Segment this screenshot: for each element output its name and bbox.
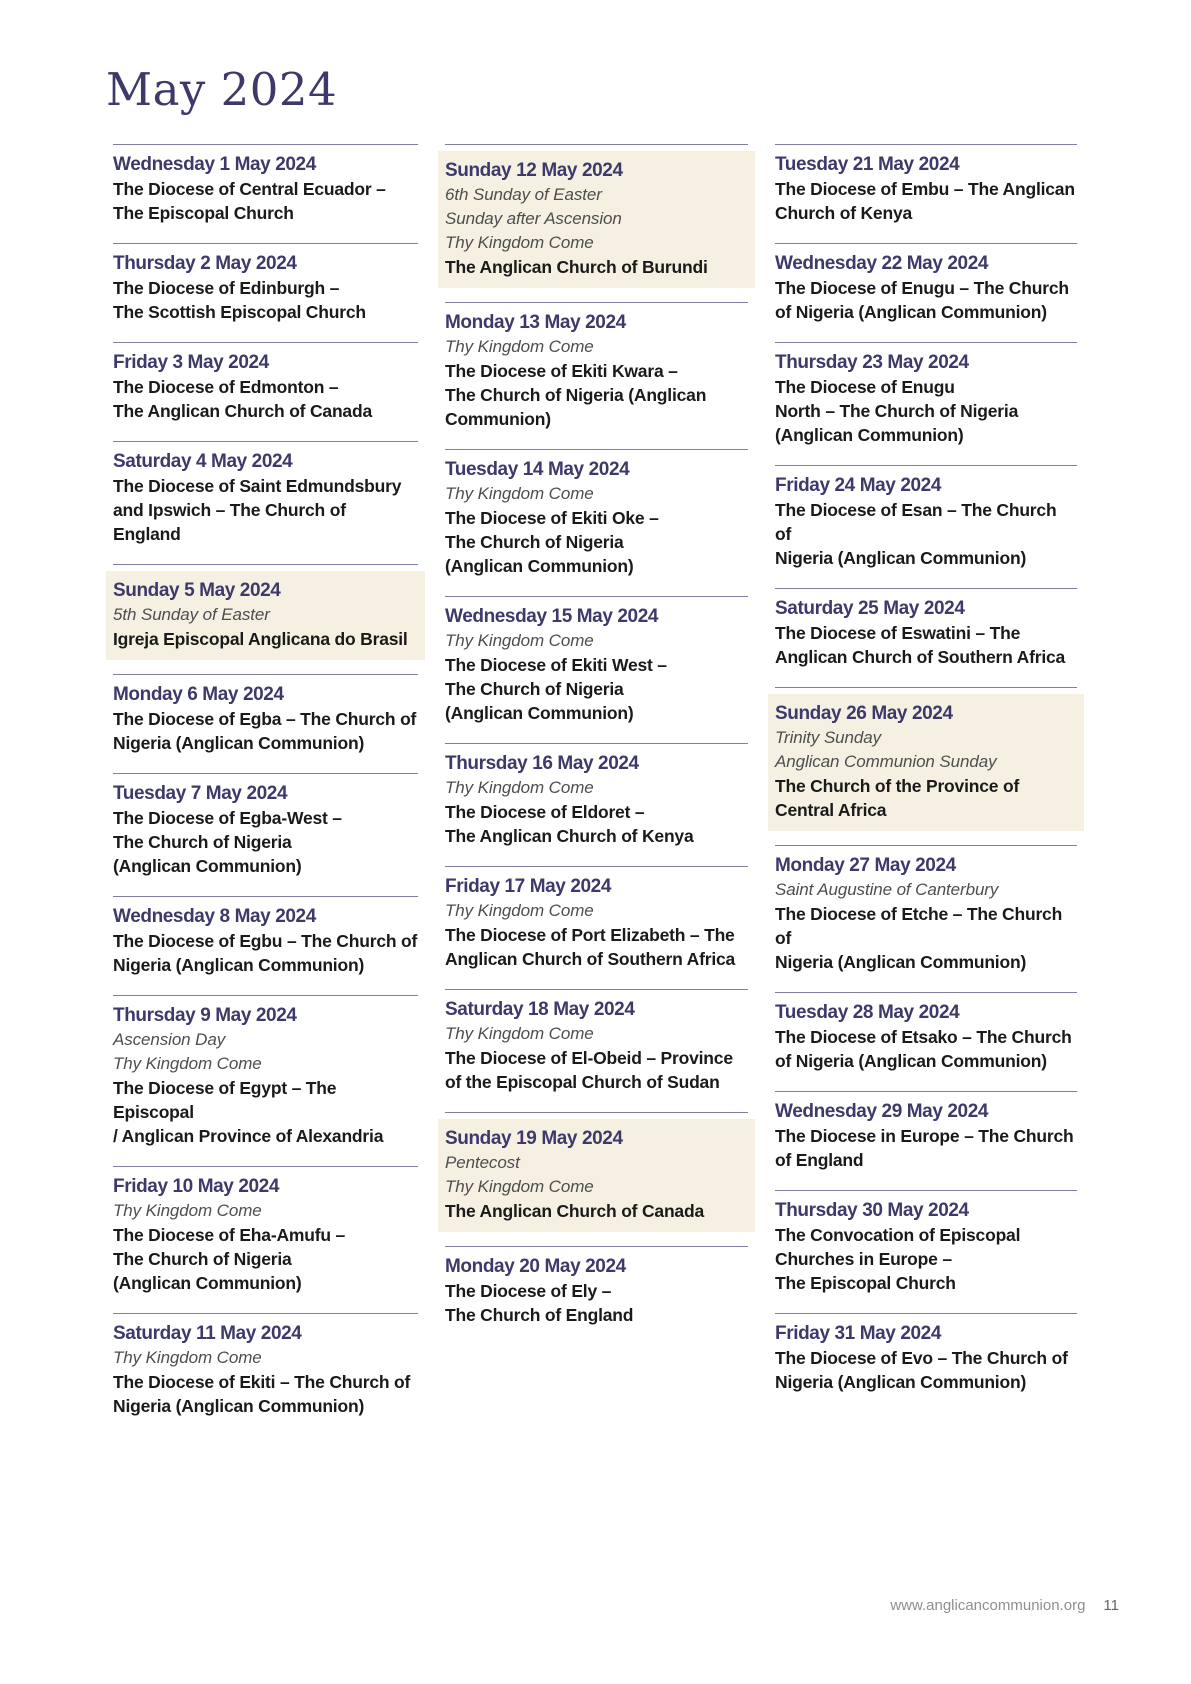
entry-date: Tuesday 28 May 2024 — [775, 1002, 960, 1023]
calendar-entry — [445, 743, 748, 866]
entry-note: Thy Kingdom Come — [445, 1024, 594, 1043]
calendar-entry — [445, 144, 748, 302]
entry-church: of the Episcopal Church of Sudan — [445, 1072, 720, 1092]
entry-church: Nigeria (Anglican Communion) — [113, 733, 365, 753]
entry-note: Ascension Day — [113, 1030, 226, 1049]
page-title: May 2024 — [106, 63, 338, 116]
entry-note: Thy Kingdom Come — [445, 1177, 594, 1196]
entry-church: Communion) — [445, 409, 551, 429]
entry-church: The Diocese of Etsako – The Church — [775, 1027, 1072, 1047]
entry-church: Anglican Church of Southern Africa — [775, 647, 1066, 667]
entry-church: Nigeria (Anglican Communion) — [775, 548, 1027, 568]
entry-church: Central Africa — [775, 800, 887, 820]
entry-church: The Church of Nigeria — [445, 532, 624, 552]
entry-note: 5th Sunday of Easter — [113, 605, 270, 624]
entry-note: Pentecost — [445, 1153, 520, 1172]
entry-date: Friday 3 May 2024 — [113, 352, 269, 373]
calendar-entry — [775, 1313, 1077, 1412]
entry-date: Tuesday 14 May 2024 — [445, 459, 630, 480]
calendar-entry-content — [113, 1004, 418, 1148]
entry-date: Monday 13 May 2024 — [445, 312, 626, 333]
calendar-entry — [445, 302, 748, 449]
calendar-entry-content — [113, 252, 418, 324]
calendar-entry-content — [113, 351, 418, 423]
entry-church: (Anglican Communion) — [445, 556, 634, 576]
calendar-entry-content — [775, 1100, 1077, 1172]
calendar-entry — [113, 243, 418, 342]
calendar-entry — [445, 1246, 748, 1345]
entry-date: Monday 27 May 2024 — [775, 855, 956, 876]
entry-note: Thy Kingdom Come — [445, 631, 594, 650]
entry-date: Thursday 16 May 2024 — [445, 753, 639, 774]
entry-date: Sunday 12 May 2024 — [445, 160, 623, 181]
calendar-entry-content — [775, 597, 1077, 669]
calendar-entry — [113, 896, 418, 995]
calendar-entry — [113, 144, 418, 243]
calendar-entry-content — [438, 1119, 755, 1232]
entry-church: Anglican Church of Southern Africa — [445, 949, 736, 969]
entry-church: The Diocese of Eldoret – — [445, 802, 645, 822]
calendar-entry-content — [113, 1175, 418, 1295]
calendar-entry — [113, 995, 418, 1166]
entry-note: Thy Kingdom Come — [113, 1201, 262, 1220]
entry-church: The Diocese of Ekiti Oke – — [445, 508, 659, 528]
calendar-entry — [445, 596, 748, 743]
calendar-entry-content — [113, 1322, 418, 1418]
entry-date: Thursday 23 May 2024 — [775, 352, 969, 373]
calendar-entry-content — [768, 694, 1084, 831]
entry-note: Thy Kingdom Come — [113, 1348, 262, 1367]
entry-church: The Diocese of Ekiti West – — [445, 655, 667, 675]
entry-church: The Diocese of Port Elizabeth – The — [445, 925, 735, 945]
entry-church: The Diocese of Etche – The Church of — [775, 904, 1063, 948]
entry-church: The Diocese of Ekiti Kwara – — [445, 361, 678, 381]
entry-church: The Diocese of Egbu – The Church of — [113, 931, 418, 951]
entry-church: The Episcopal Church — [775, 1273, 956, 1293]
calendar-entry-content — [113, 450, 418, 546]
calendar-entry — [775, 144, 1077, 243]
entry-church: The Diocese of Eswatini – The — [775, 623, 1021, 643]
entry-church: Nigeria (Anglican Communion) — [775, 1372, 1027, 1392]
entry-church: of Nigeria (Anglican Communion) — [775, 302, 1047, 322]
calendar-entry — [775, 992, 1077, 1091]
calendar-entry-content — [445, 1255, 748, 1327]
entry-date: Saturday 11 May 2024 — [113, 1323, 302, 1344]
entry-church: (Anglican Communion) — [113, 1273, 302, 1293]
entry-church: The Anglican Church of Canada — [113, 401, 372, 421]
calendar-entry — [445, 989, 748, 1112]
entry-note: Thy Kingdom Come — [445, 233, 594, 252]
entry-church: The Diocese of Ekiti – The Church of — [113, 1372, 411, 1392]
entry-church: (Anglican Communion) — [445, 703, 634, 723]
entry-date: Saturday 4 May 2024 — [113, 451, 293, 472]
calendar-entry — [113, 773, 418, 896]
entry-church: Nigeria (Anglican Communion) — [775, 952, 1027, 972]
entry-date: Friday 10 May 2024 — [113, 1176, 280, 1197]
entry-date: Wednesday 22 May 2024 — [775, 253, 989, 274]
calendar-entry — [775, 465, 1077, 588]
entry-church: The Diocese of Enugu – The Church — [775, 278, 1069, 298]
entry-church: and Ipswich – The Church of England — [113, 500, 346, 544]
entry-church: The Diocese of Edinburgh – — [113, 278, 340, 298]
entry-church: The Church of England — [445, 1305, 634, 1325]
entry-church: Church of Kenya — [775, 203, 913, 223]
calendar-entry — [113, 674, 418, 773]
entry-church: / Anglican Province of Alexandria — [113, 1126, 384, 1146]
entry-church: The Diocese of Eha-Amufu – — [113, 1225, 346, 1245]
entry-date: Sunday 19 May 2024 — [445, 1128, 623, 1149]
entry-church: (Anglican Communion) — [113, 856, 302, 876]
calendar-entry-content — [775, 1322, 1077, 1394]
entry-church: The Diocese of Saint Edmundsbury — [113, 476, 402, 496]
calendar-entry — [775, 588, 1077, 687]
entry-date: Friday 17 May 2024 — [445, 876, 612, 897]
entry-church: Nigeria (Anglican Communion) — [113, 1396, 365, 1416]
calendar-entry-content — [775, 153, 1077, 225]
entry-date: Thursday 2 May 2024 — [113, 253, 297, 274]
calendar-entry-content — [775, 1199, 1077, 1295]
entry-church: The Church of the Province of — [775, 776, 1020, 796]
calendar-entry-content — [445, 752, 748, 848]
entry-church: The Diocese of Egba-West – — [113, 808, 342, 828]
entry-church: The Diocese of Embu – The Anglican — [775, 179, 1075, 199]
entry-church: Churches in Europe – — [775, 1249, 952, 1269]
calendar-entry-content — [445, 605, 748, 725]
entry-date: Tuesday 7 May 2024 — [113, 783, 288, 804]
calendar-column-right — [775, 144, 1077, 1412]
entry-note: Thy Kingdom Come — [113, 1054, 262, 1073]
calendar-entry-content — [775, 351, 1077, 447]
calendar-entry — [775, 687, 1077, 845]
entry-date: Thursday 30 May 2024 — [775, 1200, 969, 1221]
entry-note: Trinity Sunday — [775, 728, 881, 747]
calendar-entry — [445, 1112, 748, 1246]
entry-church: The Anglican Church of Burundi — [445, 257, 708, 277]
entry-church: The Scottish Episcopal Church — [113, 302, 366, 322]
calendar-entry — [775, 845, 1077, 992]
entry-church: of England — [775, 1150, 864, 1170]
entry-note: Saint Augustine of Canterbury — [775, 880, 999, 899]
calendar-entry-content — [775, 1001, 1077, 1073]
entry-church: The Diocese of Egba – The Church of — [113, 709, 417, 729]
footer-url: www.anglicancommunion.org — [890, 1597, 1086, 1614]
calendar-entry — [775, 243, 1077, 342]
entry-church: The Church of Nigeria — [113, 832, 292, 852]
calendar-entry-content — [445, 311, 748, 431]
entry-church: The Diocese in Europe – The Church — [775, 1126, 1074, 1146]
entry-church: The Diocese of Central Ecuador – — [113, 179, 386, 199]
calendar-entry — [113, 342, 418, 441]
calendar-entry — [113, 564, 418, 674]
calendar-entry — [113, 441, 418, 564]
page-footer — [890, 1596, 1119, 1616]
entry-date: Friday 31 May 2024 — [775, 1323, 942, 1344]
calendar-column-left — [113, 144, 418, 1436]
calendar-entry-content — [775, 854, 1077, 974]
calendar-entry-content — [445, 458, 748, 578]
entry-note: Sunday after Ascension — [445, 209, 622, 228]
entry-note: Thy Kingdom Come — [445, 901, 594, 920]
entry-date: Wednesday 1 May 2024 — [113, 154, 316, 175]
entry-church: North – The Church of Nigeria — [775, 401, 1019, 421]
calendar-entry — [113, 1313, 418, 1436]
entry-date: Saturday 18 May 2024 — [445, 999, 635, 1020]
entry-date: Saturday 25 May 2024 — [775, 598, 965, 619]
entry-church: The Church of Nigeria — [113, 1249, 292, 1269]
calendar-entry — [113, 1166, 418, 1313]
entry-church: The Church of Nigeria (Anglican — [445, 385, 707, 405]
entry-date: Monday 20 May 2024 — [445, 1256, 626, 1277]
entry-date: Thursday 9 May 2024 — [113, 1005, 297, 1026]
entry-church: The Diocese of Esan – The Church of — [775, 500, 1057, 544]
entry-church: The Diocese of Edmonton – — [113, 377, 339, 397]
calendar-entry-content — [106, 571, 425, 660]
entry-date: Sunday 5 May 2024 — [113, 580, 281, 601]
entry-church: Nigeria (Anglican Communion) — [113, 955, 365, 975]
entry-note: Thy Kingdom Come — [445, 337, 594, 356]
entry-date: Sunday 26 May 2024 — [775, 703, 953, 724]
entry-note: Thy Kingdom Come — [445, 484, 594, 503]
entry-date: Wednesday 15 May 2024 — [445, 606, 659, 627]
entry-church: The Church of Nigeria — [445, 679, 624, 699]
entry-church: The Diocese of Egypt – The Episcopal — [113, 1078, 337, 1122]
entry-church: The Diocese of Evo – The Church of — [775, 1348, 1068, 1368]
calendar-entry — [775, 342, 1077, 465]
footer-page-number: 11 — [1103, 1597, 1119, 1614]
calendar-entry-content — [445, 998, 748, 1094]
entry-church: The Anglican Church of Canada — [445, 1201, 704, 1221]
entry-church: (Anglican Communion) — [775, 425, 964, 445]
calendar-entry — [775, 1190, 1077, 1313]
calendar-entry-content — [438, 151, 755, 288]
entry-church: Igreja Episcopal Anglicana do Brasil — [113, 629, 408, 649]
entry-church: The Episcopal Church — [113, 203, 294, 223]
entry-date: Monday 6 May 2024 — [113, 684, 284, 705]
entry-church: The Anglican Church of Kenya — [445, 826, 694, 846]
calendar-entry — [445, 866, 748, 989]
entry-note: Thy Kingdom Come — [445, 778, 594, 797]
calendar-entry-content — [775, 474, 1077, 570]
calendar-entry-content — [113, 683, 418, 755]
entry-date: Wednesday 8 May 2024 — [113, 906, 316, 927]
calendar-entry-content — [445, 875, 748, 971]
entry-date: Wednesday 29 May 2024 — [775, 1101, 989, 1122]
entry-church: The Diocese of Enugu — [775, 377, 955, 397]
entry-church: The Convocation of Episcopal — [775, 1225, 1021, 1245]
calendar-column-middle — [445, 144, 748, 1345]
entry-church: of Nigeria (Anglican Communion) — [775, 1051, 1047, 1071]
entry-note: Anglican Communion Sunday — [775, 752, 997, 771]
entry-date: Friday 24 May 2024 — [775, 475, 942, 496]
entry-church: The Diocese of El-Obeid – Province — [445, 1048, 733, 1068]
entry-church: The Diocese of Ely – — [445, 1281, 612, 1301]
calendar-entry — [445, 449, 748, 596]
calendar-entry-content — [113, 153, 418, 225]
calendar-entry-content — [113, 782, 418, 878]
entry-note: 6th Sunday of Easter — [445, 185, 602, 204]
calendar-entry — [775, 1091, 1077, 1190]
entry-date: Tuesday 21 May 2024 — [775, 154, 960, 175]
calendar-entry-content — [113, 905, 418, 977]
calendar-entry-content — [775, 252, 1077, 324]
